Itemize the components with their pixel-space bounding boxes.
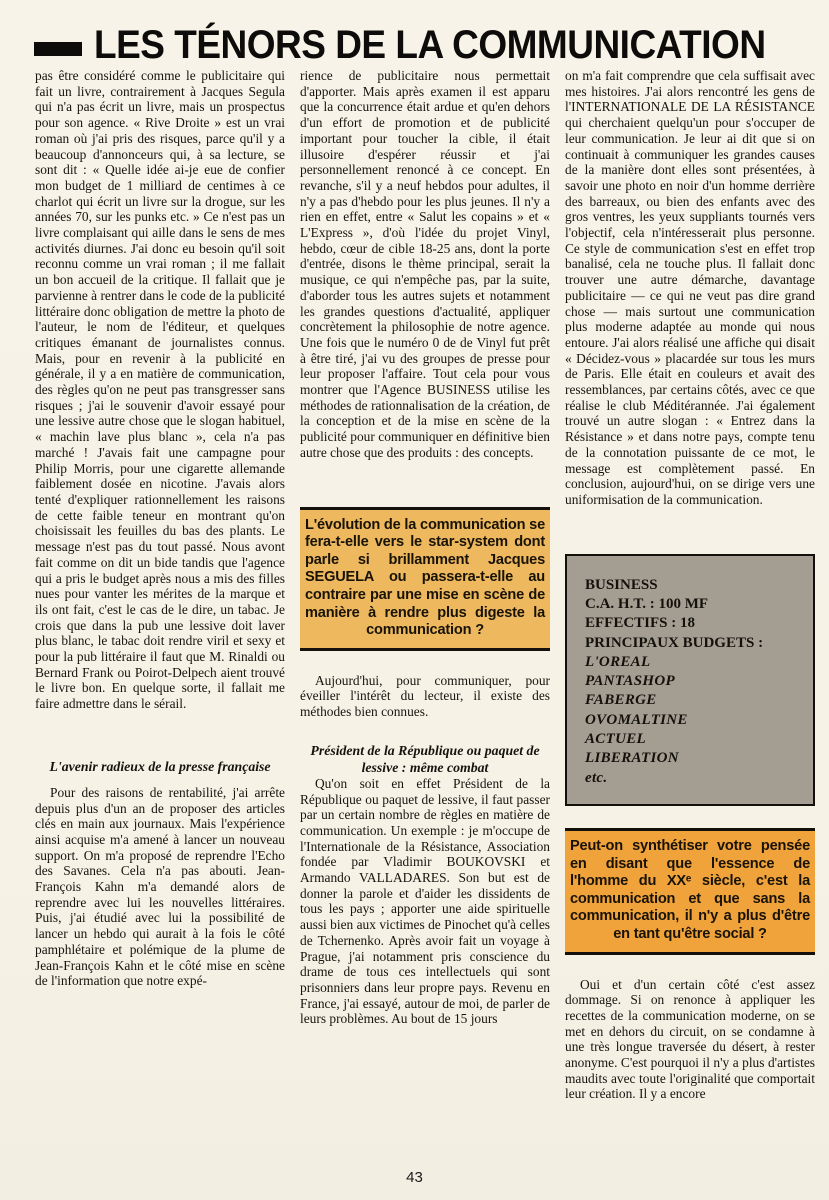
business-box-line: BUSINESS — [585, 576, 658, 593]
business-box-line: C.A. H.T. : 100 MF — [585, 595, 709, 612]
article-columns — [35, 68, 815, 1158]
business-box-budget: L'OREAL — [585, 653, 651, 670]
business-box-budget: FABERGE — [585, 692, 657, 709]
question-box-star-system — [300, 507, 550, 651]
paragraph: Qu'on soit en effet Président de la République ou paquet de lessive, il faut passer par un certain nombre de règles en matière de communication. Un exemple : je m'occupe de l'Internationale de la Résistance, Association fondée par Vladimir BOUKOVSKI et Armando VALLADARES. Son but est de donner la parole et d'aider les dissidents de tous les pays ; apporter une aide spirituelle aussi bien aux victimes de Pinochet qu'à celles de Tchernenko. Après avoir fait un voyage à Prague, j'ai notamment pris conscience du drame de tous ces intellectuels qui sont prisonniers dans leur propre pays. Revenu en France, j'ai essayé, autour de moi, de parler de leurs problèmes. Au bout de 15 jours — [300, 775, 550, 1027]
title-dash-bar — [34, 42, 82, 56]
business-box-budget: ACTUEL — [585, 731, 646, 748]
column-1 — [35, 68, 285, 1158]
page-title: LES TÉNORS DE LA COMMUNICATION — [94, 22, 766, 67]
business-box-budget: PANTASHOP — [585, 673, 675, 690]
business-box-budget: OVOMALTINE — [585, 711, 688, 728]
question-text: Peut-on synthétiser votre pensée en disant que l'essence de l'homme du XXᵉ siècle, c'est la communication et que sans la communication, il n'y a plus d'être en tant qu'être social ? — [570, 837, 810, 942]
paragraph: Pour des raisons de rentabilité, j'ai arrête depuis plus d'un an de proposer des articles clés en main aux journaux. Mais l'expérience ainsi acquise m'a amené à lancer un nouveau support. On m'a proposé de reprendre l'Echo des Savanes. Cela n'a pas abouti. Jean-François Kahn m'a demandé alors de reprendre avec lui les nouvelles littéraires. Puis, j'ai étudié avec lui la possibilité de lancer un hebdo qui aurait à la fois le côté pamphlétaire et polémique de la plume de Jean-François Kahn et le côté mise en scène de l'information que notre expé- — [35, 784, 285, 989]
business-box-budget: etc. — [585, 769, 608, 786]
question-box-homme-xx-siecle — [565, 828, 815, 955]
paragraph: Aujourd'hui, pour communiquer, pour éveiller l'intérêt du lecteur, il existe des méthodes bien connues. — [300, 672, 550, 720]
page-number: 43 — [406, 1169, 423, 1186]
business-box-line: EFFECTIFS : 18 — [585, 615, 696, 632]
paragraph: rience de publicitaire nous permettait d'apporter. Mais après examen il est apparu que la concurrence était ardue et qu'en dehors d'un effort de promotion et de publicité important pour toucher la cible, il était illusoire d'espérer réussir et j'ai personnellement renoncé à ce concept. En revanche, s'il y a neuf hebdos pour adultes, il n'y a pas d'hebdo pour les plus jeunes. Il n'y a rien en effet, entre « Salut les copains » et « L'Express », d'où l'idée du projet Vinyl, hebdo, cœur de cible 18-25 ans, dont la porte d'entrée, disons le thème principal, serait la musique, ce qui n'empêche pas, par la suite, d'aborder tous les autres sujets et notamment les grandes questions d'actualité, appliquer concrètement la philosophie de notre agence. Une fois que le numéro 0 de de Vinyl fut prêt à être tiré, j'ai vu des groupes de presse pour leur proposer l'affaire. Tout cela pour vous montrer que l'Agence BUSINESS utilise les méthodes de rationnalisation de la création, de la conception et de la mise en scène de la publicité pour communiquer en définitive bien autre chose que des produits : des concepts. — [300, 68, 550, 460]
paragraph-continuation: pas être considéré comme le publicitaire qui fait un livre, contrairement à Jacques Segula qui n'a pas écrit un livre, mais un prospectus pour son agence. « Rive Droite » est un vrai roman où j'ai pris des risques, parce qu'il y a beaucoup d'annonceurs qui, à sa lecture, se sont dit : « Quelle idée ai-je eue de confier mon budget de 1 milliard de centimes à ce charlot qui écrit un livre sur la drogue, sur les années 70, sur les punks etc. » Ce n'est pas un livre complaisant qui aille dans le sens de mes activités diurnes. J'ai donc eu besoin qu'il soit reconnu comme un vrai roman ; il me fallait un bon accueil de la critique. Il fallait que je parvienne à rentrer dans le code de la publicité littéraire donc obligation de mettre la photo de l'auteur, le nom de l'éditeur, et quelques critiques émanant de journalistes connus. Mais, pour en revenir à la publicité en générale, il y a en matière de communication, des règles qu'on ne peut pas transgresser sans risques ; j'ai le souvenir d'avoir essayé pour une lessive autre chose que le slogan habituel, « machin lave plus blanc », cela n'a pas marché ! J'avais fait une campagne pour Philip Morris, pour une cigarette allemande faiblement dosée en nicotine. J'avais alors tenté d'expliquer rationnellement les raisons de cette faible teneur en montrant qu'on choisissait les feuilles du bas des plants. Le message n'est pas du tout passé. Nous avont fait comme on dit un bide tandis que l'agence qui a pris le budget après nous a mis des filles nues pour vanter les mérites de la marque et ils ont fait, c'est le cas de le dire, un tabac. Je crois que dans la pub une lessive doit laver plus blanc, le tabac doit rendre viril et sexy et pour la pub littéraire il faut que M. Rinaldi ou Bernard Frank ou Poirot-Delpech aient trouvé le livre bon. En quelque sorte, il fallait me faire admettre dans le sérail. — [35, 68, 285, 712]
business-box-budget: LIBERATION — [585, 750, 679, 767]
column-3 — [565, 68, 815, 1158]
subheading-avenir-presse: L'avenir radieux de la presse française — [49, 758, 271, 774]
paragraph: Oui et d'un certain côté c'est assez dommage. Si on renonce à appliquer les recettes de la communication moderne, on se met en dehors du circuit, on se condamne à une très longue traversée du désert, à rester anonyme. C'est pourquoi il n'y a plus d'artistes maudits avec toute l'originalité que comportait leur création. Il y a encore — [565, 976, 815, 1102]
article-header — [34, 24, 809, 66]
business-info-box — [565, 554, 815, 806]
question-text: L'évolution de la communication se fera-t-elle vers le star-system dont parle si brillamment Jacques SEGUELA ou passera-t-elle au contraire par une mise en scène de manière à rendre plus digeste la communication ? — [305, 516, 545, 639]
column-2 — [300, 68, 550, 1158]
subheading-president-lessive: Président de la République ou paquet de lessive : même combat — [310, 742, 540, 775]
business-box-line: PRINCIPAUX BUDGETS : — [585, 634, 764, 651]
page-footer — [0, 1169, 829, 1186]
paragraph: on m'a fait comprendre que cela suffisait avec mes histoires. J'ai alors rencontré les gens de l'INTERNATIONALE DE LA RÉSISTANCE qui cherchaient quelqu'un pour s'occuper de leur communication. Je leur ai dit que si on continuait à communiquer les grandes causes de la manière dont elles sont présentées, à savoir une photo en noir d'un homme derrière des barreaux, ou bien des enfants avec des gros ventres, les yeux suppliants tournés vers l'objectif, cela n'intéresserait plus personne. Ce style de communication s'est en effet trop banalisé, cela ne touche plus. Il fallait donc trouver une autre démarche, davantage publicitaire — ce qui ne veut pas dire grand chose — mais surtout une communication plus moderne adaptée au monde qui nous entoure. J'ai alors réalisé une affiche qui disait « Décidez-vous » placardée sur tous les murs de Paris. Elle était en couleurs et avait des ressemblances, par certains côtés, avec ce que réalise le club Méditérannée. J'ai également trouvé un autre slogan : « Entrez dans la Résistance » et dans notre pays, compte tenu de la connotation puissante de ce mot, le message est complètement passé. En conclusion, aujourd'hui, on se dirige vers une uniformisation de la communication. — [565, 68, 815, 507]
